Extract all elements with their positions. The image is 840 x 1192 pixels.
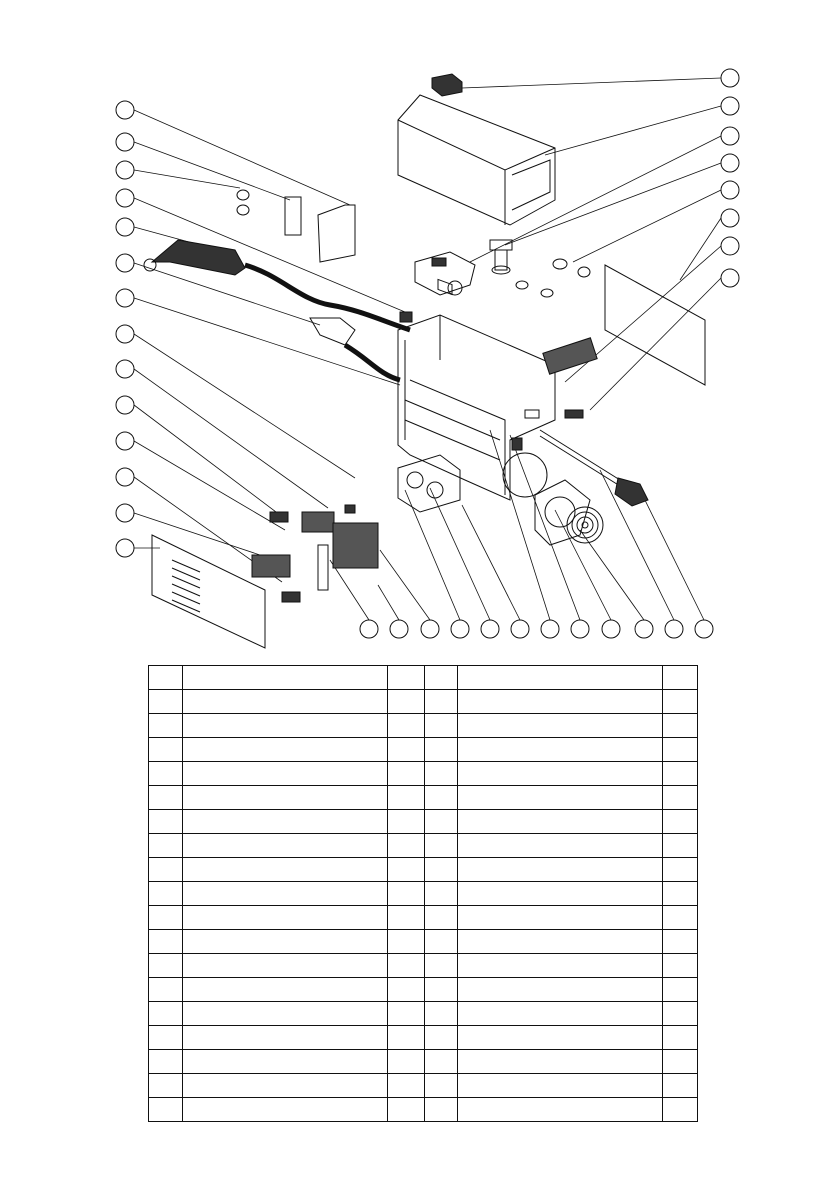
table-cell xyxy=(458,666,663,690)
table-cell xyxy=(183,738,388,762)
callout-bottom-6 xyxy=(511,620,529,638)
table-cell xyxy=(425,930,458,954)
callout-left-1 xyxy=(116,101,134,119)
front-bracket xyxy=(285,197,355,262)
table-row xyxy=(149,978,698,1002)
table-cell xyxy=(149,882,183,906)
table-cell xyxy=(183,1074,388,1098)
table-cell xyxy=(663,762,698,786)
table-cell xyxy=(149,1050,183,1074)
callout-bottom-5 xyxy=(481,620,499,638)
table-cell xyxy=(183,858,388,882)
rectifier-bridge xyxy=(270,312,583,602)
table-row xyxy=(149,1050,698,1074)
table-cell xyxy=(149,714,183,738)
table-cell xyxy=(388,786,425,810)
table-row xyxy=(149,738,698,762)
table-cell xyxy=(458,882,663,906)
callout-left-14 xyxy=(116,539,134,557)
table-cell xyxy=(388,738,425,762)
table-cell xyxy=(183,1026,388,1050)
table-row xyxy=(149,690,698,714)
chassis-frame xyxy=(398,315,555,500)
callout-left-7 xyxy=(116,289,134,307)
table-cell xyxy=(425,1026,458,1050)
table-row xyxy=(149,858,698,882)
callout-bottom-10 xyxy=(635,620,653,638)
leader-lines-bottom xyxy=(330,430,704,620)
table-cell xyxy=(663,1074,698,1098)
callout-right-8 xyxy=(721,269,739,287)
table-cell xyxy=(425,906,458,930)
callout-left-4 xyxy=(116,189,134,207)
callout-left-10 xyxy=(116,396,134,414)
table-cell xyxy=(183,666,388,690)
table-cell xyxy=(388,1098,425,1122)
table-cell xyxy=(425,1050,458,1074)
table-cell xyxy=(663,834,698,858)
callout-left-3 xyxy=(116,161,134,179)
table-cell xyxy=(183,1050,388,1074)
table-row xyxy=(149,1098,698,1122)
table-cell xyxy=(388,690,425,714)
table-cell xyxy=(149,1074,183,1098)
table-cell xyxy=(458,714,663,738)
callout-bottom-3 xyxy=(421,620,439,638)
power-cable-plug xyxy=(540,430,648,506)
table-cell xyxy=(663,1050,698,1074)
callout-right-3 xyxy=(721,127,739,145)
table-cell xyxy=(149,1002,183,1026)
side-panel-left-louvered xyxy=(152,535,265,648)
table-cell xyxy=(458,1074,663,1098)
leader-lines-left xyxy=(134,110,405,582)
table-row xyxy=(149,786,698,810)
table-row xyxy=(149,882,698,906)
table-cell xyxy=(425,954,458,978)
pcb-bracket xyxy=(318,545,328,590)
table-cell xyxy=(663,714,698,738)
table-cell xyxy=(458,690,663,714)
callout-left-2 xyxy=(116,133,134,151)
callout-bottom-1 xyxy=(360,620,378,638)
table-cell xyxy=(663,786,698,810)
table-cell xyxy=(425,762,458,786)
table-cell xyxy=(663,906,698,930)
table-cell xyxy=(183,690,388,714)
table-cell xyxy=(458,1026,663,1050)
callout-left-5 xyxy=(116,218,134,236)
fuse-holder xyxy=(237,190,249,215)
connector-block xyxy=(543,338,597,374)
table-cell xyxy=(458,834,663,858)
table-cell xyxy=(388,714,425,738)
table-cell xyxy=(425,1098,458,1122)
parts-table-body xyxy=(149,666,698,1122)
table-cell xyxy=(149,954,183,978)
callout-left-13 xyxy=(116,504,134,522)
table-cell xyxy=(388,1026,425,1050)
callout-bottom-8 xyxy=(571,620,589,638)
table-cell xyxy=(425,978,458,1002)
table-cell xyxy=(183,978,388,1002)
table-row xyxy=(149,1002,698,1026)
table-cell xyxy=(149,786,183,810)
callout-right-4 xyxy=(721,154,739,172)
table-cell xyxy=(458,906,663,930)
table-cell xyxy=(458,858,663,882)
table-cell xyxy=(388,930,425,954)
callout-bottom-9 xyxy=(602,620,620,638)
table-cell xyxy=(149,738,183,762)
table-cell xyxy=(149,666,183,690)
rubber-feet xyxy=(516,259,590,297)
table-cell xyxy=(425,834,458,858)
table-cell xyxy=(388,1050,425,1074)
table-row xyxy=(149,906,698,930)
parts-table xyxy=(148,665,698,1122)
table-cell xyxy=(458,1050,663,1074)
front-panel-socket xyxy=(415,252,475,295)
table-cell xyxy=(388,954,425,978)
table-cell xyxy=(425,690,458,714)
callout-bottom-2 xyxy=(390,620,408,638)
table-cell xyxy=(183,1098,388,1122)
table-cell xyxy=(663,978,698,1002)
table-cell xyxy=(458,930,663,954)
table-cell xyxy=(183,714,388,738)
table-cell xyxy=(183,930,388,954)
table-cell xyxy=(425,1002,458,1026)
plastic-switch-knob xyxy=(490,240,512,274)
table-cell xyxy=(663,1098,698,1122)
table-cell xyxy=(425,858,458,882)
table-cell xyxy=(663,930,698,954)
table-cell xyxy=(388,810,425,834)
table-row xyxy=(149,1074,698,1098)
callout-right-5 xyxy=(721,181,739,199)
table-cell xyxy=(458,978,663,1002)
table-cell xyxy=(149,1098,183,1122)
table-row xyxy=(149,954,698,978)
table-cell xyxy=(425,714,458,738)
table-row xyxy=(149,1026,698,1050)
table-cell xyxy=(388,978,425,1002)
table-cell xyxy=(149,762,183,786)
table-cell xyxy=(663,858,698,882)
table-cell xyxy=(425,666,458,690)
welding-torch xyxy=(144,240,410,330)
table-cell xyxy=(425,810,458,834)
table-cell xyxy=(663,810,698,834)
table-cell xyxy=(149,834,183,858)
table-cell xyxy=(388,1002,425,1026)
callout-left-9 xyxy=(116,360,134,378)
table-cell xyxy=(149,978,183,1002)
table-cell xyxy=(183,1002,388,1026)
side-panel-right xyxy=(605,265,705,385)
table-cell xyxy=(149,930,183,954)
table-cell xyxy=(663,690,698,714)
heatsink-c xyxy=(333,523,378,568)
table-cell xyxy=(388,762,425,786)
table-cell xyxy=(149,858,183,882)
callout-right-2 xyxy=(721,97,739,115)
finger-guard xyxy=(567,507,603,543)
callout-right-6 xyxy=(721,209,739,227)
table-cell xyxy=(458,1098,663,1122)
table-cell xyxy=(149,690,183,714)
table-cell xyxy=(663,738,698,762)
table-row xyxy=(149,762,698,786)
table-cell xyxy=(458,762,663,786)
table-cell xyxy=(149,1026,183,1050)
table-cell xyxy=(458,954,663,978)
table-cell xyxy=(388,858,425,882)
table-cell xyxy=(663,666,698,690)
callout-bottom-4 xyxy=(451,620,469,638)
table-cell xyxy=(183,906,388,930)
table-cell xyxy=(425,882,458,906)
table-cell xyxy=(183,954,388,978)
callout-left-12 xyxy=(116,468,134,486)
callout-bottom-11 xyxy=(665,620,683,638)
table-cell xyxy=(458,786,663,810)
table-cell xyxy=(183,882,388,906)
table-cell xyxy=(388,906,425,930)
table-cell xyxy=(458,810,663,834)
table-cell xyxy=(663,1026,698,1050)
table-cell xyxy=(458,1002,663,1026)
table-row xyxy=(149,810,698,834)
table-row xyxy=(149,834,698,858)
callout-left-6 xyxy=(116,254,134,272)
callout-bottom-12 xyxy=(695,620,713,638)
table-row xyxy=(149,714,698,738)
heatsink-a xyxy=(252,555,290,577)
table-cell xyxy=(149,810,183,834)
table-row xyxy=(149,930,698,954)
table-cell xyxy=(663,954,698,978)
table-cell xyxy=(425,738,458,762)
table-cell xyxy=(183,762,388,786)
callout-right-1 xyxy=(721,69,739,87)
table-cell xyxy=(388,882,425,906)
table-cell xyxy=(388,1074,425,1098)
table-cell xyxy=(388,834,425,858)
callout-right-7 xyxy=(721,237,739,255)
table-cell xyxy=(183,786,388,810)
heatsink-b xyxy=(302,512,334,532)
table-cell xyxy=(149,906,183,930)
table-cell xyxy=(458,738,663,762)
callout-left-11 xyxy=(116,432,134,450)
table-cell xyxy=(425,786,458,810)
handle-clip xyxy=(432,74,462,96)
table-cell xyxy=(183,810,388,834)
table-cell xyxy=(388,666,425,690)
table-row xyxy=(149,666,698,690)
table-cell xyxy=(183,834,388,858)
callout-bottom-7 xyxy=(541,620,559,638)
table-cell xyxy=(663,1002,698,1026)
top-cover xyxy=(398,95,555,295)
callout-left-8 xyxy=(116,325,134,343)
table-cell xyxy=(425,1074,458,1098)
table-cell xyxy=(663,882,698,906)
